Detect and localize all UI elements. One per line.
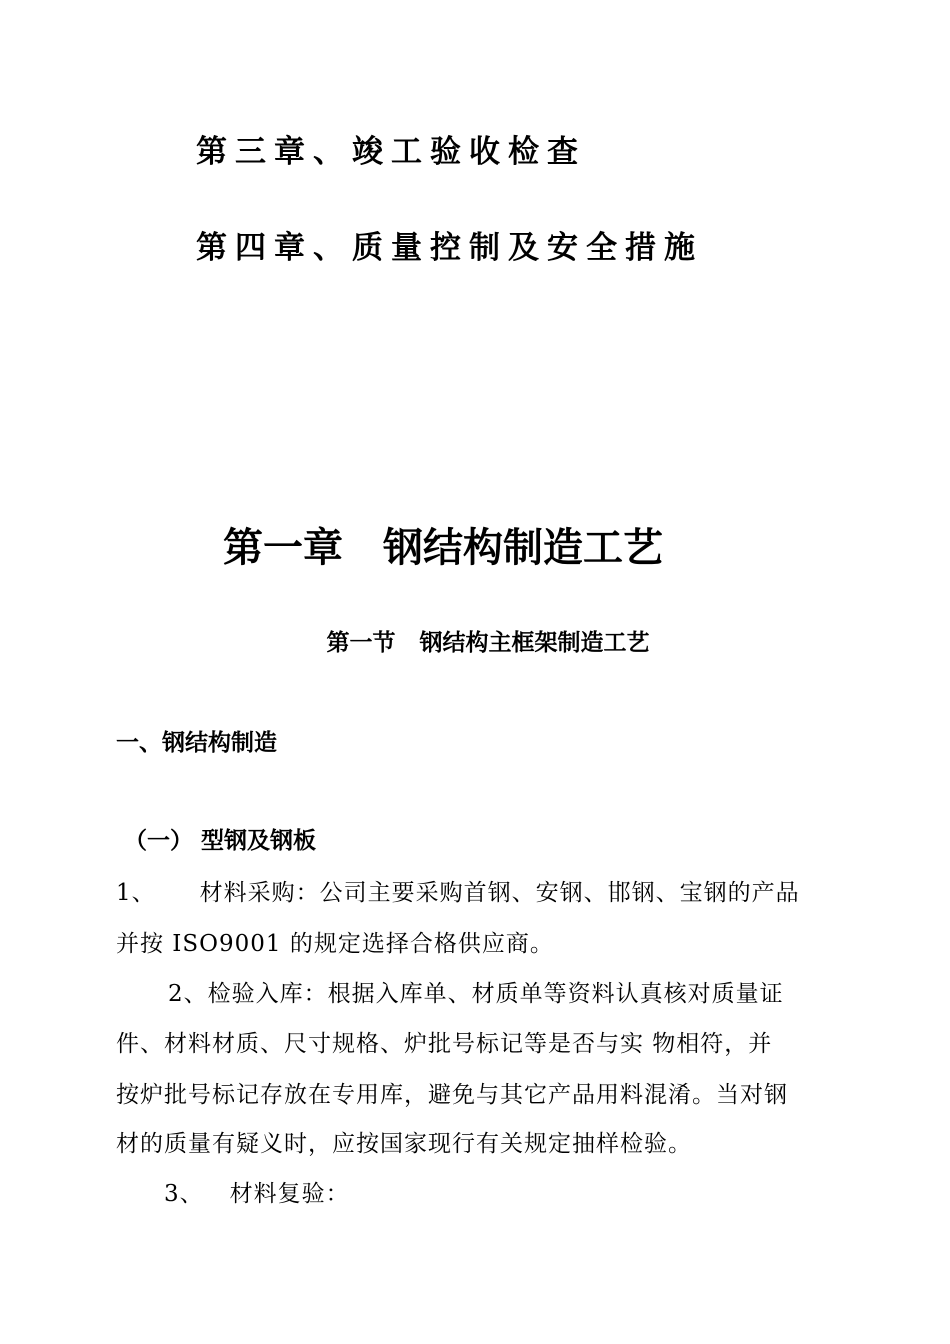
paragraph-2-line-4: 材的质量有疑义时，应按国家现行有关规定抽样检验。: [116, 1131, 692, 1157]
toc-entry-chapter-3[interactable]: 第三章、竣工验收检查: [196, 134, 586, 170]
paragraph-2-line-3: 按炉批号标记存放在专用库，避免与其它产品用料混淆。当对钢: [116, 1082, 788, 1108]
chapter-title: [0, 516, 886, 573]
paragraph-1-line-2: 并按 ISO9001 的规定选择合格供应商。: [116, 931, 554, 957]
section-title: [0, 624, 950, 657]
list-number-3: 3、: [164, 1181, 204, 1207]
section-name: 钢结构主框架制造工艺: [419, 630, 650, 656]
paragraph-3-line-1: [164, 1175, 350, 1208]
paragraph-2-line-1: 2、检验入库：根据入库单、材质单等资料认真核对质量证: [168, 981, 784, 1007]
paragraph-1-text: 材料采购：公司主要采购首钢、安钢、邯钢、宝钢的产品: [199, 880, 800, 906]
paragraph-3-text: 材料复验：: [229, 1181, 350, 1207]
list-number-1: 1、: [116, 880, 156, 906]
heading-steel-plates: （一） 型钢及钢板: [124, 828, 317, 854]
paragraph-1-line-1: [116, 874, 800, 907]
section-number: 第一节: [326, 630, 396, 656]
chapter-number: 第一章: [223, 524, 343, 571]
chapter-name: 钢结构制造工艺: [383, 524, 663, 571]
paragraph-2-line-2: 件、材料材质、尺寸规格、炉批号标记等是否与实 物相符，并: [116, 1031, 773, 1057]
toc-entry-chapter-4[interactable]: 第四章、质量控制及安全措施: [196, 230, 703, 266]
heading-steel-manufacturing: 一、钢结构制造: [116, 730, 277, 756]
